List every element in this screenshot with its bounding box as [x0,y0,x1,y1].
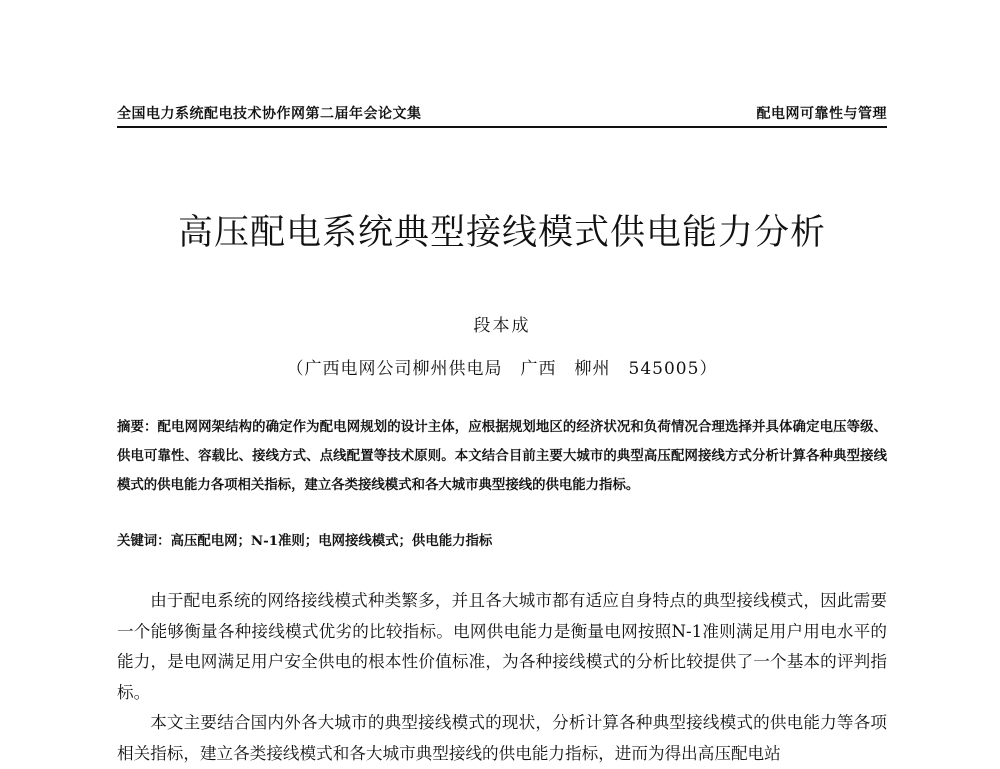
abstract [117,413,887,500]
author-name: 段本成 [473,316,531,336]
running-header [117,104,887,128]
keywords-label: 关键词： [117,533,171,549]
paper-title: 高压配电系统典型接线模式供电能力分析 [177,213,826,253]
abstract-label: 摘要： [117,419,158,435]
author-affiliation: （广西电网公司柳州供电局 广西 柳州 545005） [286,359,718,379]
keywords-text: 高压配电网；N-1准则；电网接线模式；供电能力指标 [170,533,493,549]
body-paragraph: 由于配电系统的网络接线模式种类繁多，并且各大城市都有适应自身特点的典型接线模式，因此需要一个能够衡量各种接线模式优劣的比较指标。电网供电能力是衡量电网按照N-1准则满足用户用电水平的能力，是电网满足用户安全供电的根本性价值标准，为各种接线模式的分析比较提供了一个基本的评判指标。 [117,591,887,702]
body-text [117,586,887,769]
keywords [117,530,887,552]
header-proceedings-title: 全国电力系统配电技术协作网第二届年会论文集 [117,106,422,122]
abstract-text: 配电网网架结构的确定作为配电网规划的设计主体，应根据规划地区的经济状况和负荷情况合理选择并具体确定电压等级、供电可靠性、容载比、接线方式、点线配置等技术原则。本文结合目前主要大城市的典型高压配网接线方式分析计算各种典型接线模式的供电能力各项相关指标，建立各类接线模式和各大城市典型接线的供电能力指标。 [117,419,888,493]
body-paragraph: 本文主要结合国内外各大城市的典型接线模式的现状，分析计算各种典型接线模式的供电能力等各项相关指标，建立各类接线模式和各大城市典型接线的供电能力指标，进而为得出高压配电站 [117,713,887,763]
header-section-title: 配电网可靠性与管理 [756,106,887,122]
